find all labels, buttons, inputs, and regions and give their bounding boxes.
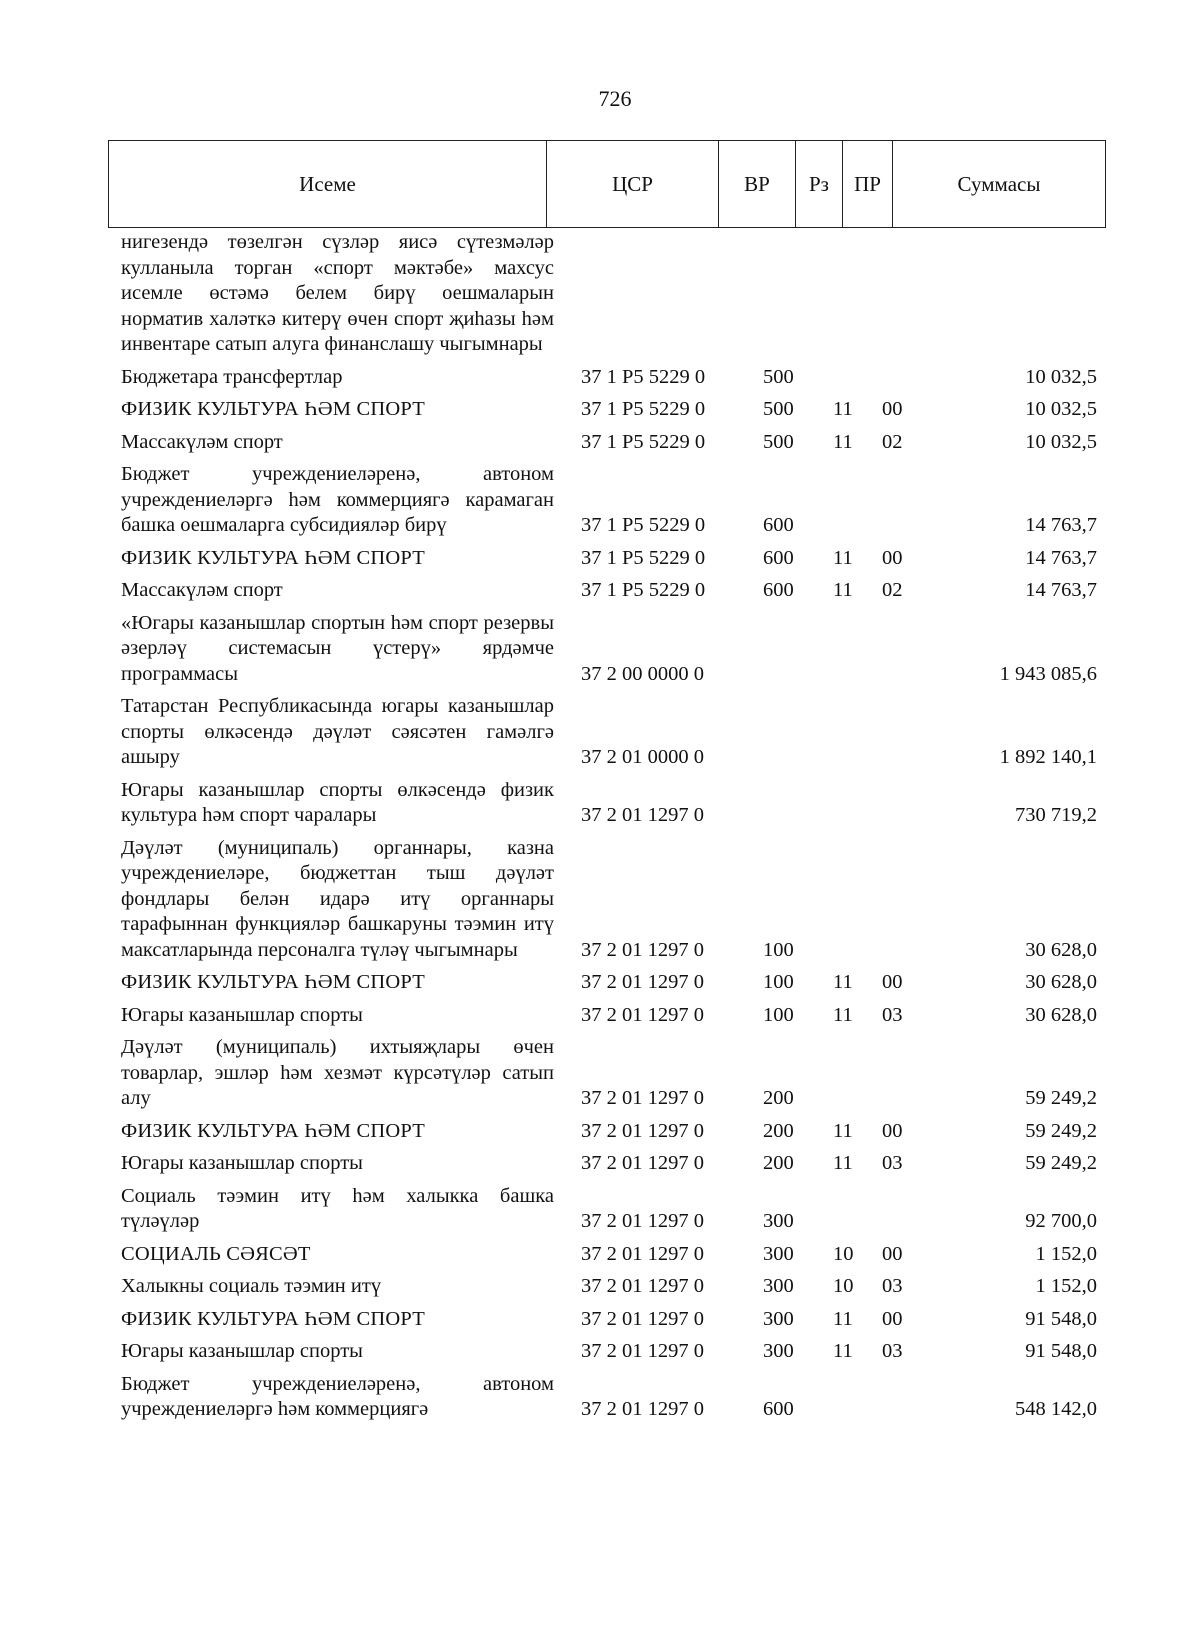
row-name: Югары казанышлар спорты [121,1152,363,1174]
header-vr: ВР [719,141,796,228]
row-rz: 11 [833,579,853,601]
row-name: Бюджет учреждениеләренә, автоном учреждениеләргә һәм коммерциягә карамаган башка оешмаларга субсидияләр бирү [121,463,554,536]
row-sum: 14 763,7 [1025,579,1097,601]
row-sum: 59 249,2 [1025,1152,1097,1174]
row-name: «Югары казанышлар спортын һәм спорт резервы әзерләү системасын үстерү» ярдәмче программасы [121,611,554,685]
row-csr: 37 2 01 1297 0 [581,971,704,993]
row-csr: 37 2 01 1297 0 [581,1119,704,1142]
header-sum: Суммасы [893,141,1106,228]
row-sum: 1 943 085,6 [999,662,1097,685]
row-rz: 11 [833,1119,853,1142]
page-number: 726 [598,86,632,111]
row-sum: 10 032,5 [1025,365,1097,388]
table-row [0,1307,1200,1333]
header-row [109,141,1106,228]
row-pr: 00 [882,1119,903,1142]
row-sum: 91 548,0 [1025,1307,1097,1330]
row-pr: 03 [882,1003,903,1026]
row-pr: 00 [882,546,903,569]
row-csr: 37 2 01 1297 0 [581,1003,704,1026]
row-vr: 500 [763,398,794,420]
row-name: Югары казанышлар спорты [121,1003,363,1026]
row-vr: 500 [763,365,794,388]
table-row [0,546,1200,572]
row-sum: 59 249,2 [1025,1087,1097,1109]
row-csr: 37 2 01 1297 0 [581,1340,704,1362]
row-sum: 92 700,0 [1025,1210,1097,1232]
row-name: СОЦИАЛЬ СӘЯСӘТ [121,1242,311,1265]
row-sum: 30 628,0 [1025,938,1097,961]
row-name: нигезендә төзелгән сүзләр яисә сүтезмәләр кулланыла торган «спорт мәктәбе» махсус исемле өстәмә белем бирү оешмаларын норматив халәткә китерү өчен спорт җиһазы һәм инвентаре сатып алуга финанслашу чыгымнары [121,231,554,355]
row-rz: 11 [833,398,853,420]
row-pr: 02 [882,579,903,601]
table-row [0,1151,1200,1177]
row-name: ФИЗИК КУЛЬТУРА ҺӘМ СПОРТ [121,398,425,420]
row-rz: 11 [833,430,853,453]
table-row [0,1372,1200,1423]
row-sum: 30 628,0 [1025,971,1097,993]
row-sum: 548 142,0 [1015,1398,1097,1420]
row-name: ФИЗИК КУЛЬТУРА ҺӘМ СПОРТ [121,546,425,569]
row-vr: 100 [763,938,794,961]
row-pr: 00 [882,1242,903,1265]
table-row [0,611,1200,688]
row-name: Халыкны социаль тәэмин итү [121,1275,382,1297]
row-name: Татарстан Республикасында югары казанышлар спорты өлкәсендә дәүләт сәясәтен гамәлгә ашыру [121,695,554,768]
row-csr: 37 1 P5 5229 0 [581,398,706,420]
row-sum: 30 628,0 [1025,1003,1097,1026]
row-csr: 37 2 01 0000 0 [581,746,704,768]
row-rz: 11 [833,1340,853,1362]
row-csr: 37 2 01 1297 0 [581,1152,704,1174]
row-rz: 11 [833,1307,853,1330]
table-row [0,462,1200,539]
header-csr: ЦСР [547,141,719,228]
row-name: Югары казанышлар спорты өлкәсендә физик культура һәм спорт чаралары [121,778,554,826]
row-sum: 1 152,0 [1035,1275,1097,1297]
row-vr: 300 [763,1340,794,1362]
row-sum: 1 152,0 [1035,1242,1097,1265]
row-rz: 10 [833,1242,854,1265]
row-name: ФИЗИК КУЛЬТУРА ҺӘМ СПОРТ [121,1119,425,1142]
row-name: Социаль тәэмин итү һәм халыкка башка түләүләр [121,1184,554,1232]
row-rz: 11 [833,1003,853,1026]
row-vr: 200 [763,1119,794,1142]
row-csr: 37 1 P5 5229 0 [581,579,706,601]
row-pr: 02 [882,430,903,453]
row-name: ФИЗИК КУЛЬТУРА ҺӘМ СПОРТ [121,971,425,993]
row-csr: 37 2 01 1297 0 [581,1210,704,1232]
row-vr: 200 [763,1152,794,1174]
row-pr: 00 [882,1307,903,1330]
row-name: Бюджет учреждениеләренә, автоном учреждениеләргә һәм коммерциягә [121,1372,554,1420]
table-row [0,1003,1200,1029]
row-vr: 300 [763,1210,794,1232]
table-row [0,430,1200,456]
header-rz: Рз [796,141,843,228]
table-row [0,836,1200,964]
table-row [0,578,1200,604]
row-vr: 500 [763,430,794,453]
table-row [0,1242,1200,1268]
row-vr: 100 [763,971,794,993]
row-vr: 300 [763,1307,794,1330]
row-sum: 59 249,2 [1025,1119,1097,1142]
row-vr: 100 [763,1003,794,1026]
row-csr: 37 2 01 1297 0 [581,1307,704,1330]
row-csr: 37 1 P5 5229 0 [581,546,706,569]
row-sum: 14 763,7 [1025,514,1097,536]
row-vr: 200 [763,1087,794,1109]
row-sum: 10 032,5 [1025,430,1097,453]
row-name: Дәүләт (муниципаль) органнары, казна учреждениеләре, бюджеттан тыш дәүләт фондлары белән идарә итү органнары тарафыннан функцияләр башкаруны тәэмин итү максатларында персоналга түләү чыгымнары [121,836,554,961]
row-csr: 37 2 01 1297 0 [581,804,704,826]
row-name: ФИЗИК КУЛЬТУРА ҺӘМ СПОРТ [121,1307,425,1330]
row-rz: 11 [833,546,853,569]
row-vr: 600 [763,579,794,601]
row-csr: 37 1 P5 5229 0 [581,514,706,536]
row-sum: 10 032,5 [1025,398,1097,420]
row-name: Массакүләм спорт [121,430,283,453]
row-pr: 03 [882,1152,903,1174]
row-rz: 11 [833,971,853,993]
row-name: Дәүләт (муниципаль) ихтыяҗлары өчен товарлар, эшләр һәм хезмәт күрсәтүләр сатып алу [121,1036,554,1109]
header-name: Исеме [109,141,547,228]
row-csr: 37 2 01 1297 0 [581,1398,704,1420]
row-sum: 1 892 140,1 [999,746,1097,768]
table-row [0,1184,1200,1235]
row-rz: 10 [833,1275,854,1297]
row-vr: 300 [763,1242,794,1265]
row-pr: 03 [882,1275,903,1297]
row-rz: 11 [833,1152,853,1174]
row-vr: 600 [763,1398,794,1420]
row-csr: 37 1 P5 5229 0 [581,430,706,453]
table-row [0,365,1200,391]
row-sum: 91 548,0 [1025,1340,1097,1362]
row-csr: 37 1 P5 5229 0 [581,365,706,388]
row-csr: 37 2 00 0000 0 [581,662,704,685]
row-name: Бюджетара трансфертлар [121,365,343,388]
row-pr: 00 [882,971,903,993]
table-row [0,1339,1200,1365]
row-vr: 600 [763,514,794,536]
row-csr: 37 2 01 1297 0 [581,1242,704,1265]
row-sum: 730 719,2 [1015,804,1097,826]
header-pr: ПР [843,141,893,228]
table-row [0,397,1200,423]
row-pr: 00 [882,398,903,420]
table-body [0,230,1200,1423]
table-row [0,694,1200,771]
table-row [0,1035,1200,1112]
row-sum: 14 763,7 [1025,546,1097,569]
row-name: Массакүләм спорт [121,579,283,601]
table-row [0,1119,1200,1145]
row-pr: 03 [882,1340,903,1362]
table-row [0,970,1200,996]
table-row [0,230,1200,358]
row-vr: 600 [763,546,794,569]
row-csr: 37 2 01 1297 0 [581,1087,704,1109]
table-row [0,1274,1200,1300]
table-row [0,778,1200,829]
row-vr: 300 [763,1275,794,1297]
row-csr: 37 2 01 1297 0 [581,1275,704,1297]
table-header [108,140,1106,228]
row-csr: 37 2 01 1297 0 [581,938,704,961]
row-name: Югары казанышлар спорты [121,1340,363,1362]
